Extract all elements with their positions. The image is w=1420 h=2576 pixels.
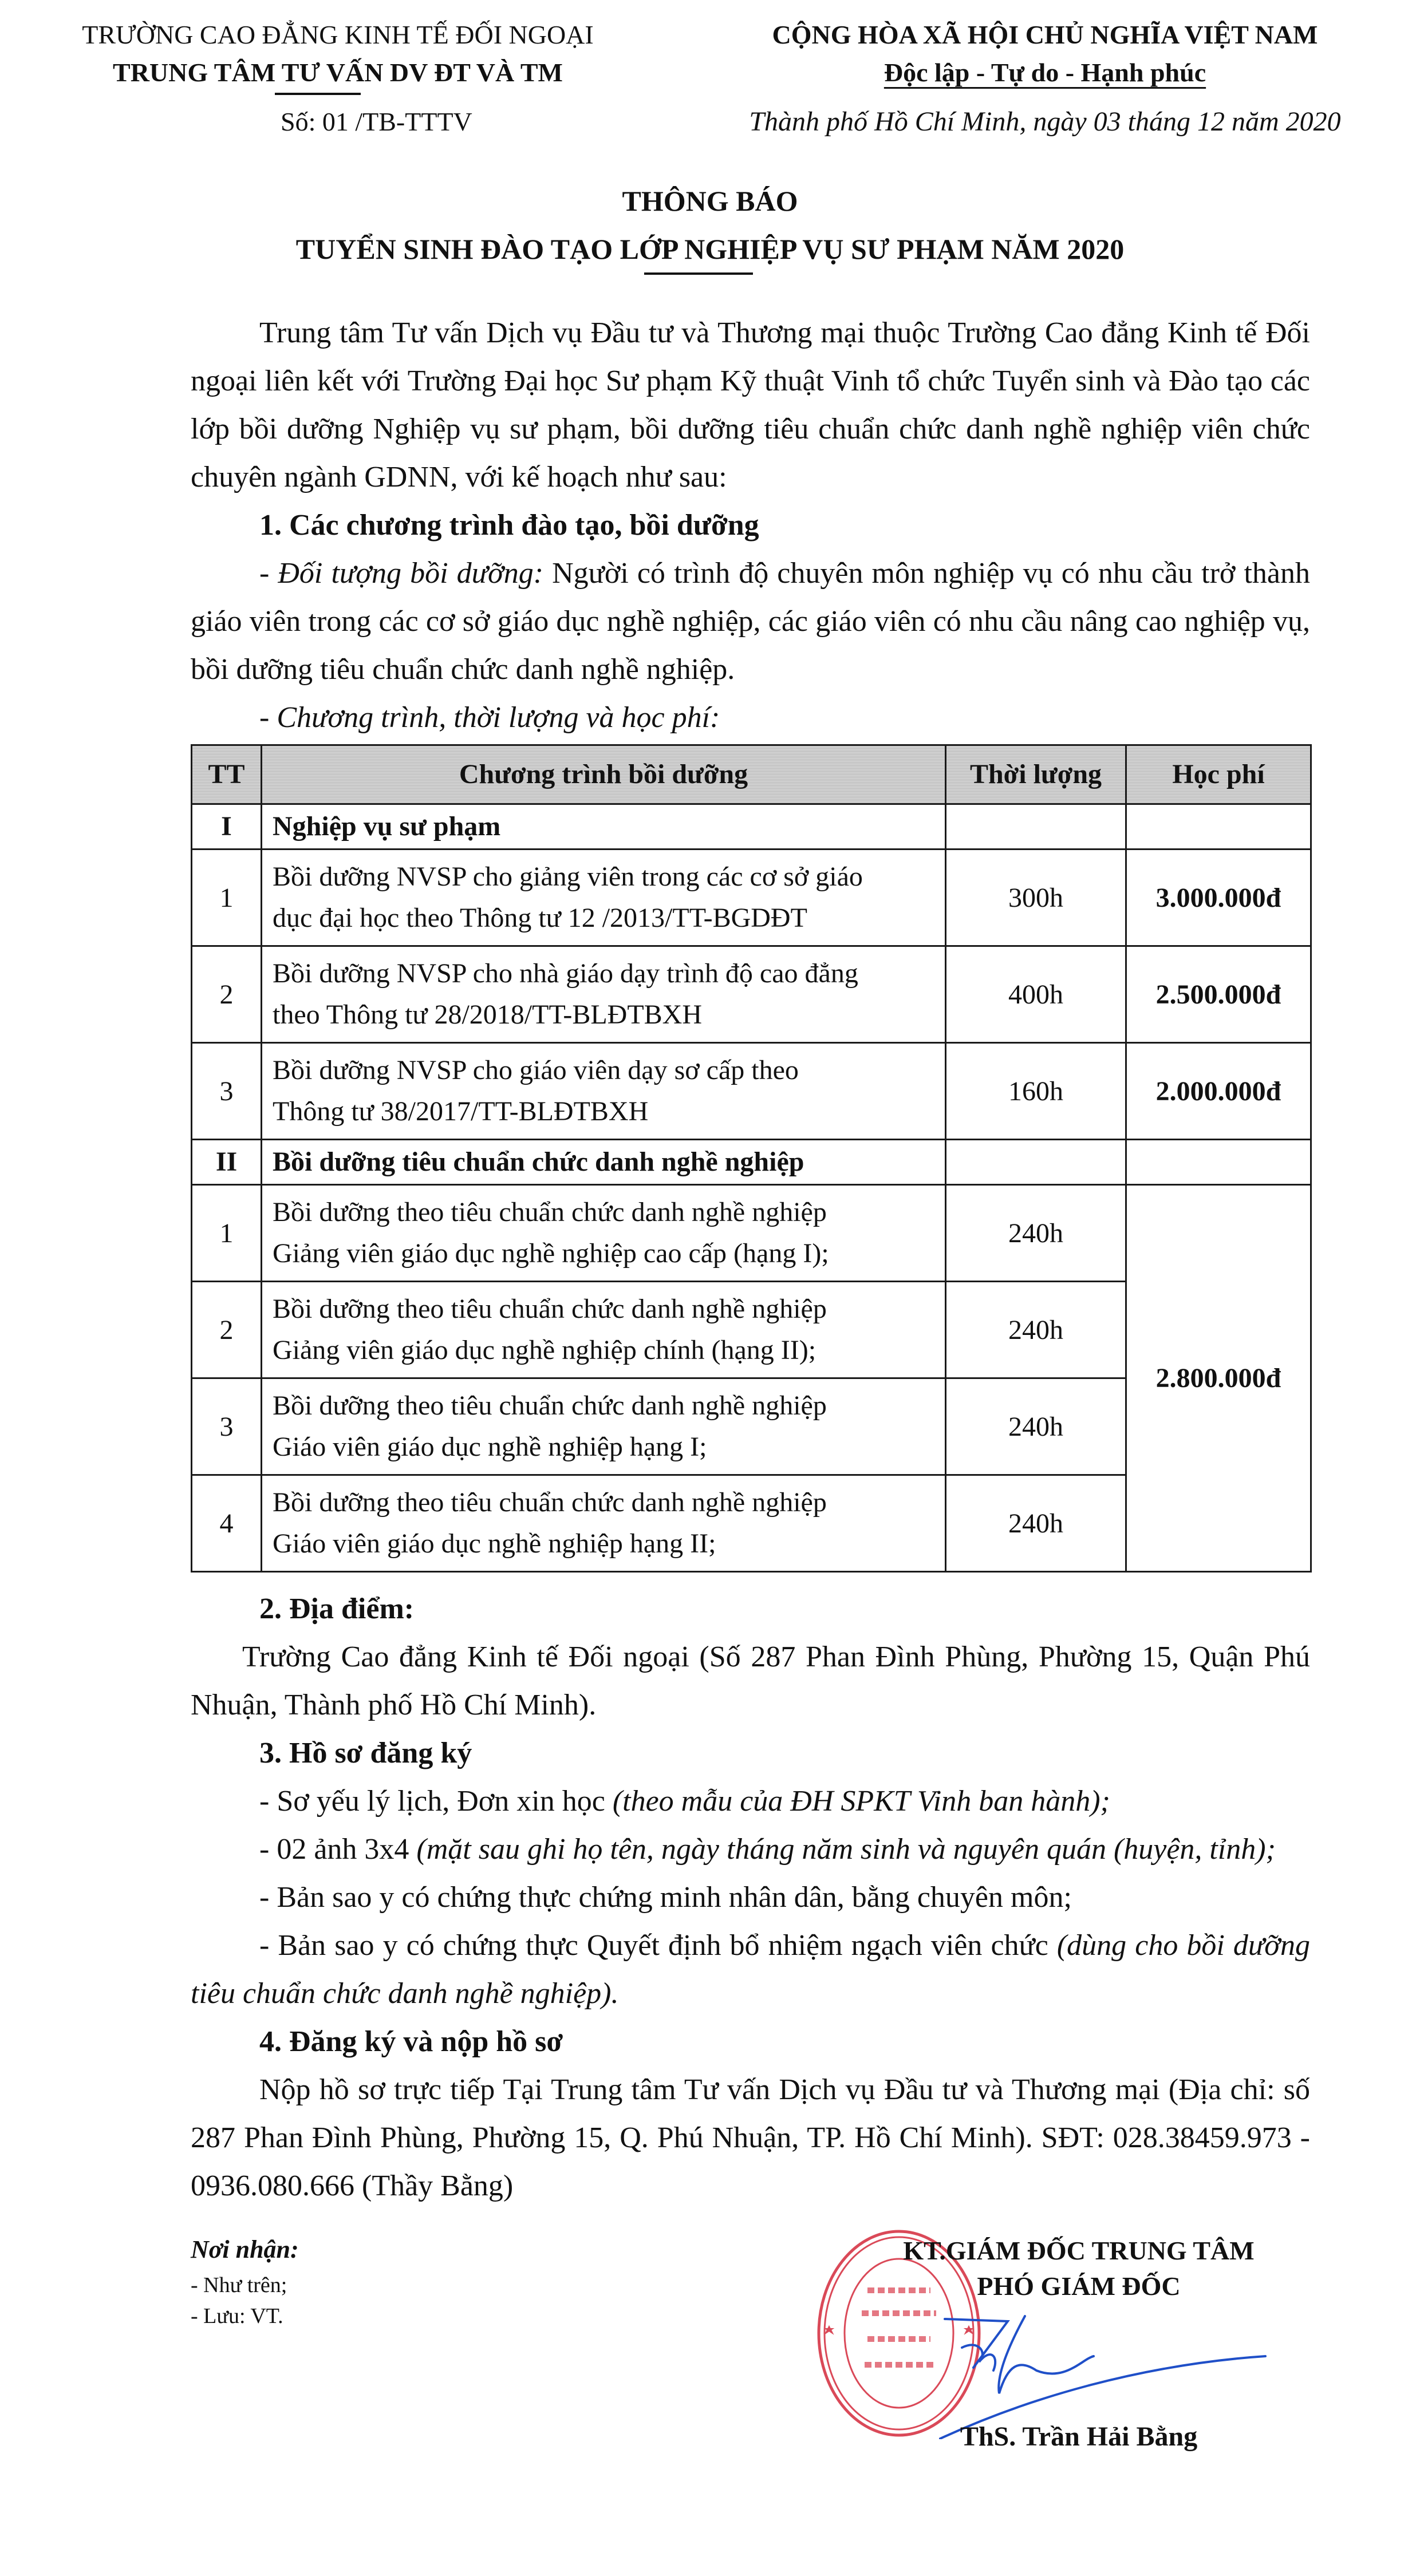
program-line: theo Thông tư 28/2018/TT-BLĐTBXH [273,999,702,1030]
doc-item-note: (dùng cho bồi dưỡng tiêu chuẩn chức danh nghề nghiệp). [191,1929,1311,2010]
doc-type-title: THÔNG BÁO [622,185,798,217]
doc-item-note: (mặt sau ghi họ tên, ngày tháng năm sinh và nguyên quán (huyện, tỉnh); [416,1833,1276,1866]
row-number: 3 [192,1378,262,1475]
program-line: Giảng viên giáo dục nghề nghiệp cao cấp (hạng I); [273,1238,829,1269]
doc-item [191,1777,1310,1826]
col-header-tt: TT [192,745,262,804]
duration-cell: 240h [946,1475,1126,1572]
program-line: dục đại học theo Thông tư 12 /2013/TT-BGDĐT [273,903,807,933]
section1-heading: 1. Các chương trình đào tạo, bồi dưỡng [259,509,759,542]
table-group-row [192,1140,1311,1185]
duration-cell: 240h [946,1282,1126,1378]
doc-number: Số: 01 /TB-TTTV [281,107,472,136]
intro-paragraph: Trung tâm Tư vấn Dịch vụ Đầu tư và Thương mại thuộc Trường Cao đẳng Kinh tế Đối ngoại liên kết với Trường Đại học Sư phạm Kỹ thuật Vinh tổ chức Tuyển sinh và Đào tạo các lớp bồi dưỡng Nghiệp vụ sư phạm, bồi dưỡng tiêu chuẩn chức danh nghề nghiệp viên chức chuyên ngành GDNN, với kế hoạch như sau: [191,317,1310,493]
doc-item [191,1874,1310,1922]
program-line: Giáo viên giáo dục nghề nghiệp hạng II; [273,1528,716,1559]
org-unit: TRUNG TÂM TƯ VẤN DV ĐT VÀ TM [113,58,563,87]
duration-cell: 240h [946,1378,1126,1475]
program-cell [262,1282,946,1378]
table-row [192,850,1311,946]
program-cell [262,1043,946,1140]
document-body [191,309,1310,2474]
target-label: - Đối tượng bồi dưỡng: [259,557,544,590]
national-heading [701,16,1389,92]
program-line: Bồi dưỡng NVSP cho giảng viên trong các cơ sở giáo [273,862,863,892]
fee-cell: 3.000.000đ [1126,850,1311,946]
national-motto: Độc lập - Tự do - Hạnh phúc [883,58,1206,87]
doc-item [191,1922,1310,2018]
program-line: Bồi dưỡng theo tiêu chuẩn chức danh nghề nghiệp [273,1197,827,1227]
doc-item-text: - Sơ yếu lý lịch, Đơn xin học [259,1785,613,1818]
signer-name: ThS. Trần Hải Bằng [960,2421,1198,2452]
program-line: Giảng viên giáo dục nghề nghiệp chính (hạng II); [273,1335,817,1365]
program-cell [262,850,946,946]
group-number: I [192,804,262,850]
group-name: Bồi dưỡng tiêu chuẩn chức danh nghề nghiệp [262,1140,946,1185]
shared-fee-cell: 2.800.000đ [1126,1185,1311,1572]
section1-target [191,550,1310,694]
doc-item-text: - Bản sao y có chứng thực Quyết định bổ nhiệm ngạch viên chức [259,1929,1057,1962]
empty-cell [1126,804,1311,850]
recipient-item: - Lưu: VT. [191,2304,283,2328]
col-header-program: Chương trình bồi dưỡng [262,745,946,804]
program-cell [262,1475,946,1572]
program-line: Bồi dưỡng NVSP cho nhà giáo dạy trình độ cao đẳng [273,958,858,989]
table-row [192,946,1311,1043]
doc-item [191,1826,1310,1874]
footer [191,2233,1310,2474]
duration-cell: 300h [946,850,1126,946]
place-date: Thành phố Hồ Chí Minh, ngày 03 tháng 12 năm 2020 [749,106,1341,137]
row-number: 4 [192,1475,262,1572]
country-name: CỘNG HÒA XÃ HỘI CHỦ NGHĨA VIỆT NAM [772,20,1318,49]
section4-text: Nộp hồ sơ trực tiếp Tại Trung tâm Tư vấn Dịch vụ Đầu tư và Thương mại (Địa chỉ: số 287 Phan Đình Phùng, Phường 15, Q. Phú Nhuận, TP. Hồ Chí Minh). SĐT: 028.38459.973 - 0936.080.666 (Thầy Bằng) [191,2073,1310,2202]
empty-cell [946,804,1126,850]
org-parent: TRƯỜNG CAO ĐẲNG KINH TẾ ĐỐI NGOẠI [82,20,594,49]
signer-position: PHÓ GIÁM ĐỐC [977,2271,1181,2301]
section2-heading: 2. Địa điểm: [259,1593,415,1625]
target-text: Người có trình độ chuyên môn nghiệp vụ có nhu cầu trở thành giáo viên trong các cơ sở giáo dục nghề nghiệp, các giáo viên có nhu cầu nâng cao nghiệp vụ, bồi dưỡng tiêu chuẩn chức danh nghề nghiệp. [191,557,1310,686]
signer-title: KT.GIÁM ĐỐC TRUNG TÂM [903,2236,1255,2265]
duration-cell: 240h [946,1185,1126,1282]
program-line: Bồi dưỡng theo tiêu chuẩn chức danh nghề nghiệp [273,1294,827,1324]
program-cell [262,946,946,1043]
program-line: Bồi dưỡng NVSP cho giáo viên dạy sơ cấp theo [273,1055,799,1085]
duration-cell: 400h [946,946,1126,1043]
group-name: Nghiệp vụ sư phạm [262,804,946,850]
issuer-block [74,16,601,92]
fees-table [191,744,1312,1573]
empty-cell [946,1140,1126,1185]
table-label: - Chương trình, thời lượng và học phí: [259,701,720,734]
doc-item-text: - 02 ảnh 3x4 [259,1833,417,1866]
issuer-underline [275,93,361,95]
table-row [192,1185,1311,1282]
program-line: Bồi dưỡng theo tiêu chuẩn chức danh nghề nghiệp [273,1487,827,1518]
row-number: 2 [192,1282,262,1378]
col-header-fee: Học phí [1126,745,1311,804]
program-line: Thông tư 38/2017/TT-BLĐTBXH [273,1096,649,1127]
doc-item-note: (theo mẫu của ĐH SPKT Vinh ban hành); [612,1785,1110,1818]
program-cell [262,1378,946,1475]
duration-cell: 160h [946,1043,1126,1140]
fee-cell: 2.000.000đ [1126,1043,1311,1140]
empty-cell [1126,1140,1311,1185]
table-header-row [192,745,1311,804]
doc-subject-title: TUYỂN SINH ĐÀO TẠO LỚP NGHIỆP VỤ SƯ PHẠM NĂM 2020 [295,233,1125,265]
col-header-duration: Thời lượng [946,745,1126,804]
section2-text: Trường Cao đẳng Kinh tế Đối ngoại (Số 287 Phan Đình Phùng, Phường 15, Quận Phú Nhuận, Thành phố Hồ Chí Minh). [191,1641,1310,1721]
row-number: 1 [192,1185,262,1282]
recipient-item: - Như trên; [191,2273,287,2297]
program-cell [262,1185,946,1282]
program-line: Giáo viên giáo dục nghề nghiệp hạng I; [273,1432,707,1462]
section3-heading: 3. Hồ sơ đăng ký [259,1737,472,1769]
table-row [192,1043,1311,1140]
row-number: 2 [192,946,262,1043]
section4-heading: 4. Đăng ký và nộp hồ sơ [259,2025,563,2058]
doc-item-text: - Bản sao y có chứng thực chứng minh nhân dân, bằng chuyên môn; [259,1881,1072,1914]
signature-block [847,2233,1310,2455]
program-line: Bồi dưỡng theo tiêu chuẩn chức danh nghề nghiệp [273,1390,827,1421]
row-number: 3 [192,1043,262,1140]
title-underline [644,272,753,275]
table-group-row [192,804,1311,850]
fee-cell: 2.500.000đ [1126,946,1311,1043]
row-number: 1 [192,850,262,946]
recipients-label: Nơi nhận: [191,2235,299,2263]
group-number: II [192,1140,262,1185]
